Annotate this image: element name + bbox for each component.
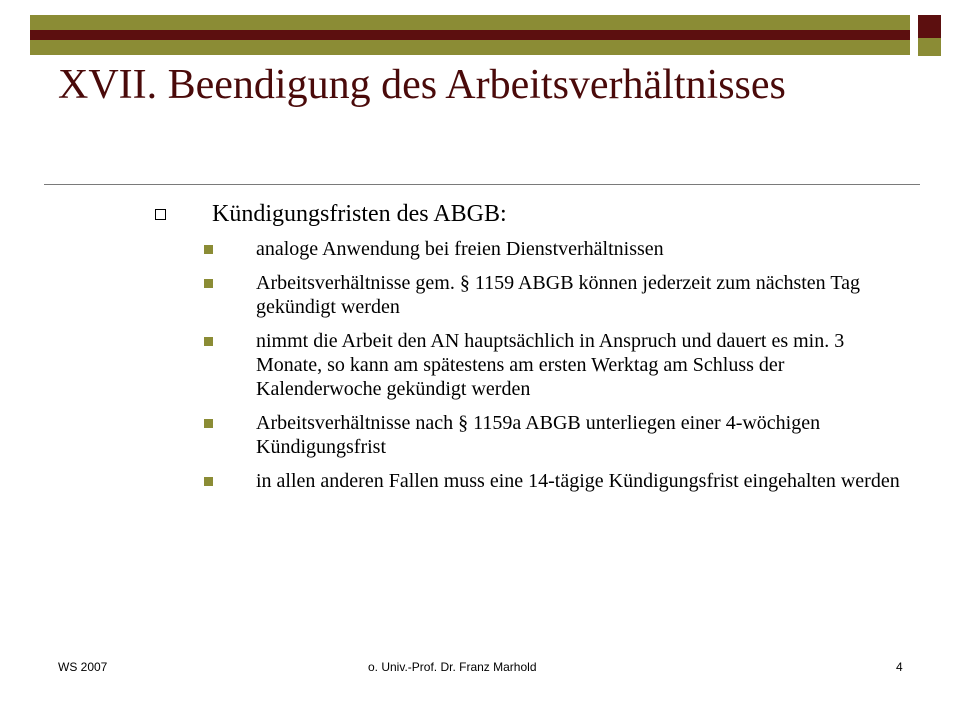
header-bar-maroon-stripe	[30, 30, 910, 40]
footer-author: o. Univ.-Prof. Dr. Franz Marhold	[368, 660, 537, 674]
bullet-text: analoge Anwendung bei freien Dienstverhältnissen	[256, 238, 664, 260]
list-item	[204, 411, 914, 459]
list-item	[204, 237, 914, 261]
title-divider	[44, 184, 920, 185]
footer-semester: WS 2007	[58, 660, 108, 674]
square-bullet-icon	[204, 279, 213, 288]
footer-page-number: 4	[896, 660, 903, 674]
bullet-text: in allen anderen Fallen muss eine 14-tägige Kündigungsfrist eingehalten werden	[256, 470, 900, 492]
square-bullet-icon	[204, 337, 213, 346]
list-item	[204, 469, 914, 493]
corner-square-maroon	[918, 15, 941, 38]
square-bullet-icon	[204, 245, 213, 254]
list-item	[204, 329, 914, 401]
slide-title: XVII. Beendigung des Arbeitsverhältnisses	[58, 62, 786, 108]
heading-bullet	[155, 200, 507, 228]
bullet-text: Arbeitsverhältnisse nach § 1159a ABGB unterliegen einer 4-wöchigen Kündigungsfrist	[256, 412, 821, 458]
bullet-text: nimmt die Arbeit den AN hauptsächlich in Anspruch und dauert es min. 3 Monate, so kann am spätestens am ersten Werktag am Schluss der Kalenderwoche gekündigt werden	[256, 330, 845, 400]
bullet-text: Arbeitsverhältnisse gem. § 1159 ABGB können jederzeit zum nächsten Tag gekündigt werden	[256, 272, 861, 318]
header-bar-olive	[30, 15, 910, 55]
list-item	[204, 271, 914, 319]
corner-square-olive	[918, 38, 941, 56]
heading-text: Kündigungsfristen des ABGB:	[212, 201, 507, 227]
bullet-list	[204, 237, 914, 503]
square-bullet-icon	[204, 477, 213, 486]
square-bullet-icon	[204, 419, 213, 428]
hollow-square-bullet-icon	[155, 209, 166, 220]
